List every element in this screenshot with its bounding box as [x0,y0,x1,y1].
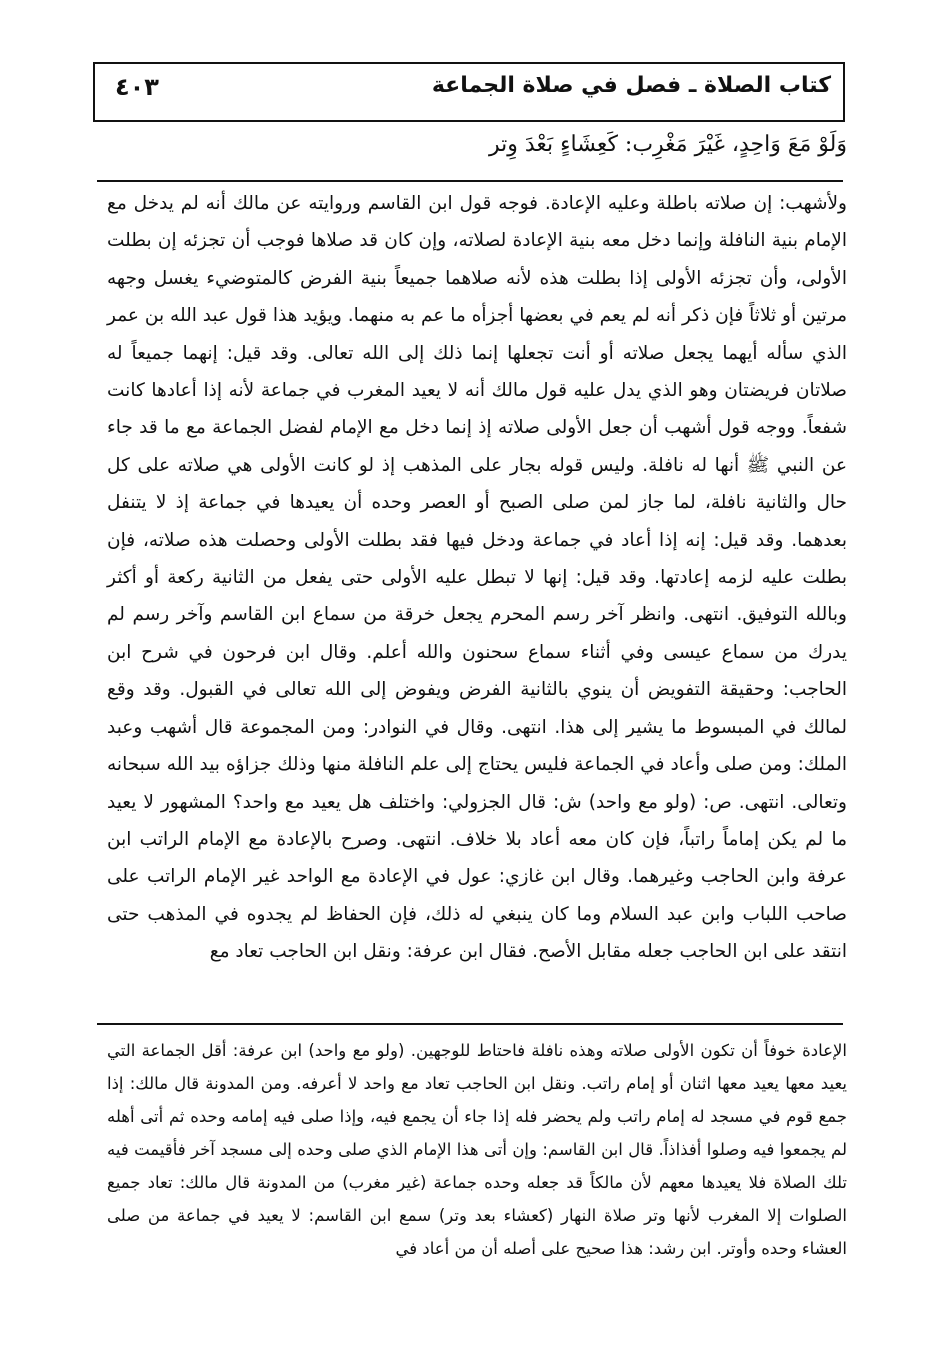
footnote-text: الإعادة خوفاً أن تكون الأولى صلاته وهذه نافلة فاحتاط للوجهين. (ولو مع واحد) ابن عرفة: أقل الجماعة التي يعيد معها يعيد معها اثنان أو إمام راتب. ونقل ابن الحاجب تعاد مع واحد لا أعرفه. ومن المدونة قال مالك: إذا جمع قوم في مسجد له إمام راتب ولم يحضر فله إذا جاء أن يجمع فيه، وإذا صلى فيه إمامه وحده ثم أتى أهله لم يجمعوا فيه وصلوا أفذاذاً. قال ابن القاسم: وإن أتى هذا الإمام الذي صلى وحده إلى مسجد آخر فأقيمت فيه تلك الصلاة فلا يعيدها معهم لأن مالكاً قد جعله وحده جماعة (غير مغرب) من المدونة قال مالك: تعاد جميع الصلوات إلا المغرب لأنها وتر صلاة النهار (كعشاء بعد وتر) سمع ابن القاسم: لا يعيد في جماعة من صلى العشاء وحده وأوتر. ابن رشد: هذا صحيح على أصله أن من أعاد في [107,1041,847,1258]
page-number: ٤٠٣ [115,73,159,101]
commentary-text: ولأشهب: إن صلاته باطلة وعليه الإعادة. فوجه قول ابن القاسم وروايته عن مالك أنه لم يدخل مع الإمام بنية النافلة وإنما دخل معه بنية الإعادة لصلاته، وإن كان قد صلاها فوجب أن تجزئه إن بطلت الأولى، وأن تجزئه الأولى إذا بطلت هذه لأنه صلاهما جميعاً بنية الفرض كالمتوضيء يغسل وجهه مرتين أو ثلاثاً فإن ذكر أنه لم يعم في بعضها أجزأه ما عم به منهما. ويؤيد هذا قول عبد الله بن عمر الذي سأله أيهما يجعل صلاته أو أنت تجعلها إنما ذلك إلى الله تعالى. وقد قيل: إنهما جميعاً له صلاتان فريضتان وهو الذي يدل عليه قول مالك أنه لا يعيد المغرب في جماعة لأنه إذا أعادها كانت شفعاً. ووجه قول أشهب أن جعل الأولى صلاته إذ إنما دخل مع الإمام لفضل الجماعة مع ما قد جاء عن النبي ﷺ أنها له نافلة. وليس قوله بجار على المذهب إذ لو كانت الأولى هي صلاته على كل حال والثانية نافلة، لما جاز لمن صلى الصبح أو العصر وحده أن يعيدها في جماعة إذ لا يتنفل بعدهما. وقد قيل: إنه إذا أعاد في جماعة ودخل فيها فقد بطلت الأولى وحصلت هذه صلاته، فإن بطلت عليه لزمه إعادتها. وقد قيل: إنها لا تبطل عليه الأولى حتى يفعل من الثانية ركعة أو أكثر وبالله التوفيق. انتهى. وانظر آخر رسم المحرم يجعل خرقة من سماع ابن القاسم وآخر رسم لم يدرك من سماع عيسى وفي أثناء سماع سحنون والله أعلم. وقال ابن فرحون في شرح ابن الحاجب: وحقيقة التفويض أن ينوي بالثانية الفرض ويفوض إلى الله تعالى في القبول. وقد وقع لمالك في المبسوط ما يشير إلى هذا. انتهى. وقال في النوادر: ومن المجموعة قال أشهب وعبد الملك: ومن صلى وأعاد في الجماعة فليس يحتاج إلى علم النافلة منها وذلك جزاؤه بيد الله سبحانه وتعالى. انتهى. ص: (ولو مع واحد) ش: قال الجزولي: واختلف هل يعيد مع واحد؟ المشهور لا يعيد ما لم يكن إماماً راتباً، فإن كان معه أعاد بلا خلاف. انتهى. وصرح بالإعادة مع الإمام الراتب ابن عرفة وابن الحاجب وغيرهما. وقال ابن غازي: عول في الإعادة مع الواحد غير الإمام الراتب على صاحب اللباب وابن عبد السلام وما كان ينبغي له ذلك، فإن الحفاظ لم يجدوه في المذهب حتى انتقد على ابن الحاجب جعله مقابل الأصح. فقال ابن عرفة: ونقل ابن الحاجب تعاد مع [107,193,847,963]
matn-line: وَلَوْ مَعَ وَاحِدٍ، غَيْرَ مَغْرِب: كَعِشَاءٍ بَعْدَ وِتر [489,132,847,157]
running-header [93,62,845,122]
header-title: كتاب الصلاة ـ فصل في صلاة الجماعة [431,73,831,98]
matn-divider [97,180,843,182]
footnote-divider [97,1023,843,1025]
